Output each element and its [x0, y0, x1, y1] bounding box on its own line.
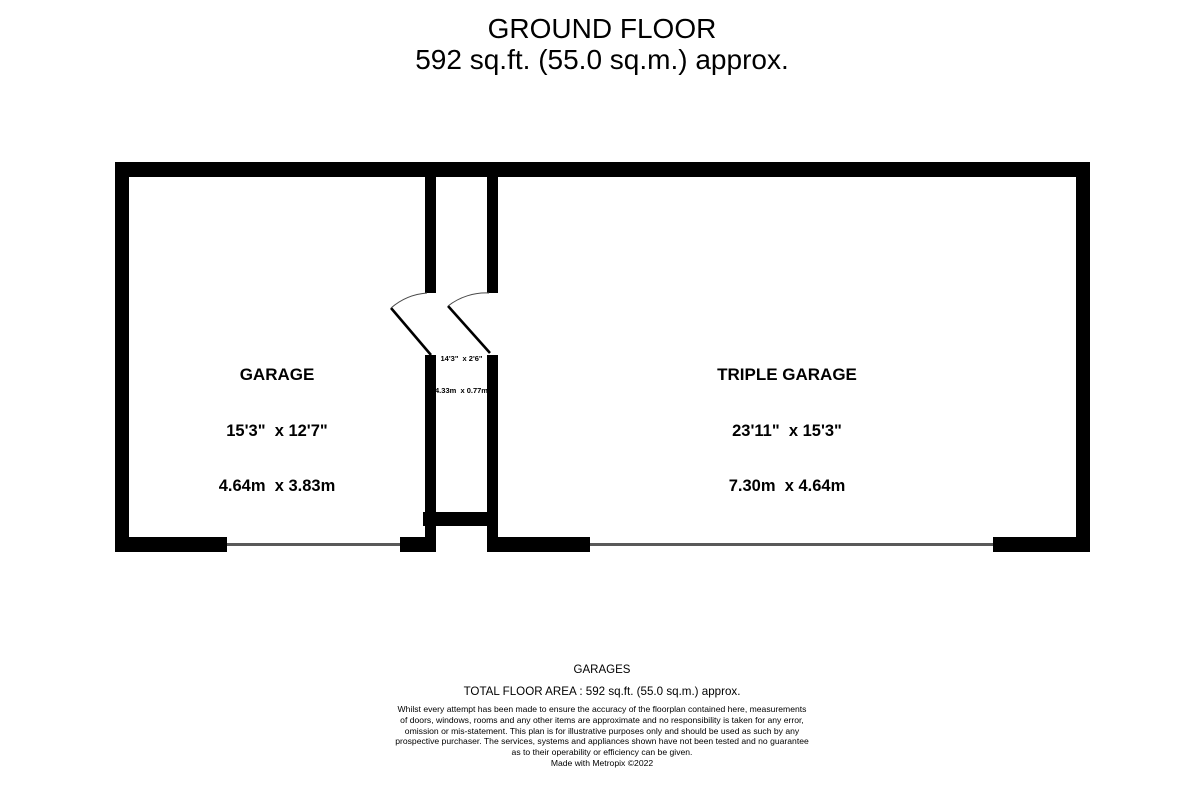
- disclaimer-line: prospective purchaser. The services, systems and appliances shown have not been tested and no guarantee: [395, 736, 809, 747]
- floor-area: 592 sq.ft. (55.0 sq.m.) approx.: [415, 44, 789, 75]
- door-swing-arc-left: [391, 293, 427, 308]
- wall-right: [1076, 162, 1090, 552]
- hall-dim-imperial: 14'3" x 2'6": [440, 354, 483, 363]
- hall-wall-right-upper: [487, 177, 498, 293]
- disclaimer-line: omission or mis-statement. This plan is for illustrative purposes only and should be used as such by any: [404, 725, 800, 736]
- room-dim-metric: 4.64m x 3.83m: [218, 477, 336, 495]
- hall-wall-bottom-cap: [423, 512, 498, 526]
- disclaimer-line: as to their operability or efficiency can be given.: [511, 747, 693, 758]
- disclaimer-line: of doors, windows, rooms and any other items are approximate and no responsibility is taken for any error,: [400, 714, 804, 725]
- floor-section-label: GARAGES: [573, 664, 631, 676]
- wall-left: [115, 162, 129, 552]
- room-dim-metric: 7.30m x 4.64m: [728, 477, 846, 495]
- hall-wall-left-upper: [425, 177, 436, 293]
- total-floor-area: TOTAL FLOOR AREA : 592 sq.ft. (55.0 sq.m.) approx.: [463, 685, 741, 698]
- room-label-triple-garage: [498, 329, 1076, 533]
- wall-top: [115, 162, 1090, 177]
- hall-dim-metric: 4.33m x 0.77m: [435, 385, 488, 395]
- room-name: GARAGE: [239, 365, 315, 384]
- room-dim-imperial: 23'11" x 15'3": [732, 421, 842, 440]
- wall-bottom-right-of-hall: [487, 537, 590, 552]
- wall-bottom-left-segment: [115, 537, 227, 552]
- disclaimer-line: Whilst every attempt has been made to ensure the accuracy of the floorplan contained here, measurements: [397, 704, 807, 714]
- room-name: TRIPLE GARAGE: [717, 365, 857, 384]
- hallway-dimensions-label: [400, 333, 523, 417]
- credit-line: Made with Metropix ©2022: [550, 757, 654, 768]
- wall-bottom-right-segment: [993, 537, 1090, 552]
- room-dim-imperial: 15'3" x 12'7": [226, 421, 328, 440]
- disclaimer-text: [0, 704, 1204, 769]
- door-swing-arc-right: [448, 293, 489, 306]
- floor-name: GROUND FLOOR: [487, 13, 717, 44]
- room-label-garage: [129, 329, 425, 533]
